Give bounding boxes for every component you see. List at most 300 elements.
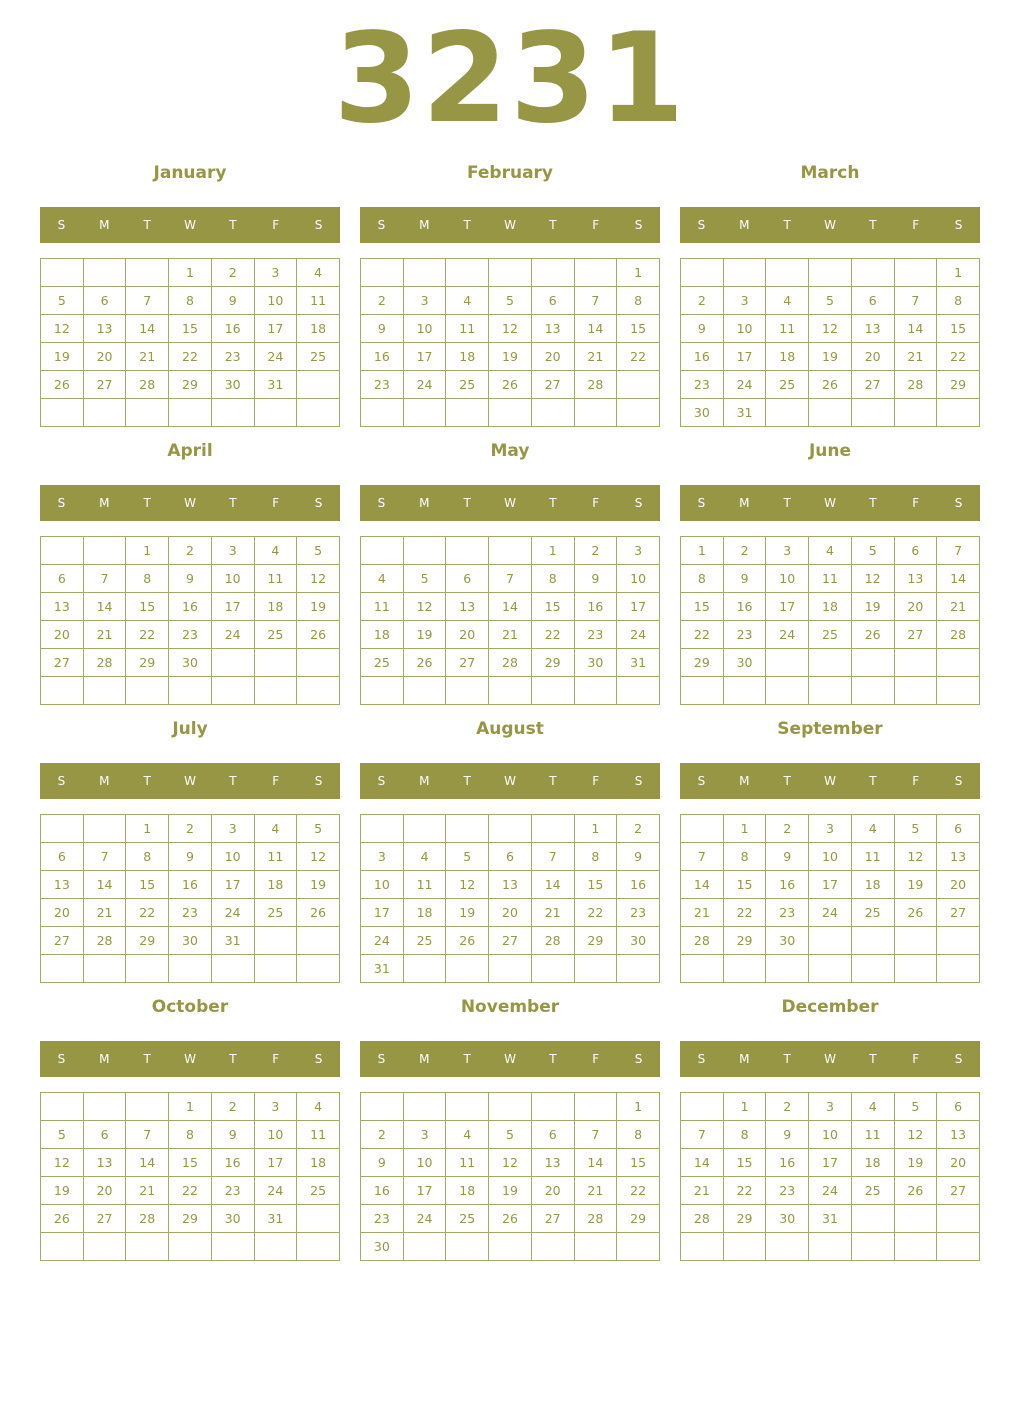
week-row — [41, 259, 340, 287]
day-cell: 2 — [617, 815, 660, 843]
day-cell — [254, 955, 297, 983]
weekday-label: M — [99, 774, 110, 788]
day-cell — [41, 399, 84, 427]
day-cell: 30 — [361, 1233, 404, 1261]
weekday-label: T — [869, 218, 877, 232]
day-cell: 15 — [723, 1149, 766, 1177]
day-cell: 9 — [361, 1149, 404, 1177]
day-cell — [489, 677, 532, 705]
day-cell: 14 — [894, 315, 937, 343]
day-cell: 21 — [126, 1177, 169, 1205]
day-cell: 19 — [297, 593, 340, 621]
day-cell: 4 — [254, 815, 297, 843]
day-cell: 21 — [574, 1177, 617, 1205]
weekday-label: F — [912, 218, 920, 232]
week-row — [681, 1121, 980, 1149]
day-cell: 28 — [531, 927, 574, 955]
day-cell: 23 — [211, 343, 254, 371]
day-cell — [254, 677, 297, 705]
day-cell — [937, 399, 980, 427]
weekday-label: S — [314, 774, 323, 788]
days-table — [40, 258, 340, 427]
day-cell: 16 — [211, 1149, 254, 1177]
day-cell: 10 — [403, 1149, 446, 1177]
day-cell: 26 — [297, 899, 340, 927]
day-cell: 13 — [851, 315, 894, 343]
day-cell — [446, 677, 489, 705]
week-row — [41, 593, 340, 621]
day-cell: 25 — [766, 371, 809, 399]
weekday-header — [360, 763, 660, 799]
day-cell: 18 — [254, 871, 297, 899]
day-cell — [41, 1233, 84, 1261]
day-cell — [937, 1233, 980, 1261]
day-cell: 17 — [403, 343, 446, 371]
day-cell: 18 — [766, 343, 809, 371]
day-cell: 18 — [809, 593, 852, 621]
day-cell: 9 — [169, 565, 212, 593]
day-cell: 15 — [681, 593, 724, 621]
day-cell: 11 — [361, 593, 404, 621]
week-row — [361, 399, 660, 427]
day-cell: 4 — [851, 1093, 894, 1121]
day-cell: 22 — [617, 1177, 660, 1205]
weekday-label: S — [314, 1052, 323, 1066]
day-cell — [574, 259, 617, 287]
day-cell: 10 — [361, 871, 404, 899]
day-cell: 17 — [254, 315, 297, 343]
day-cell: 22 — [126, 621, 169, 649]
week-row — [361, 371, 660, 399]
day-cell: 8 — [169, 1121, 212, 1149]
day-cell: 22 — [574, 899, 617, 927]
weekday-header — [40, 207, 340, 243]
weekday-header — [40, 1041, 340, 1077]
week-row — [681, 315, 980, 343]
weekday-label: T — [463, 1052, 471, 1066]
week-row — [681, 649, 980, 677]
week-row — [361, 1121, 660, 1149]
weekday-label: S — [377, 496, 386, 510]
day-cell: 12 — [297, 565, 340, 593]
day-cell: 19 — [489, 1177, 532, 1205]
day-cell — [446, 1093, 489, 1121]
days-table — [360, 258, 660, 427]
weekday-label: T — [549, 774, 557, 788]
day-cell — [211, 1233, 254, 1261]
month-grid — [40, 152, 980, 1256]
weekday-label: S — [634, 774, 643, 788]
week-row — [361, 1093, 660, 1121]
day-cell: 27 — [937, 1177, 980, 1205]
day-cell: 16 — [361, 343, 404, 371]
day-cell — [681, 1093, 724, 1121]
day-cell — [894, 399, 937, 427]
day-cell: 29 — [723, 927, 766, 955]
day-cell: 9 — [574, 565, 617, 593]
day-cell: 7 — [937, 537, 980, 565]
week-row — [41, 1149, 340, 1177]
day-cell: 15 — [169, 315, 212, 343]
day-cell: 6 — [41, 843, 84, 871]
weekday-label: T — [783, 1052, 791, 1066]
week-row — [41, 1233, 340, 1261]
day-cell: 16 — [766, 1149, 809, 1177]
day-cell — [617, 677, 660, 705]
week-row — [681, 343, 980, 371]
week-row — [681, 1093, 980, 1121]
day-cell: 25 — [851, 1177, 894, 1205]
day-cell — [41, 1093, 84, 1121]
day-cell: 15 — [574, 871, 617, 899]
day-cell: 8 — [617, 1121, 660, 1149]
day-cell: 11 — [851, 843, 894, 871]
day-cell: 8 — [531, 565, 574, 593]
day-cell: 20 — [446, 621, 489, 649]
day-cell: 14 — [126, 315, 169, 343]
month-name: December — [781, 997, 879, 1017]
day-cell — [126, 1093, 169, 1121]
day-cell — [126, 399, 169, 427]
day-cell — [446, 399, 489, 427]
day-cell: 8 — [126, 565, 169, 593]
week-row — [361, 899, 660, 927]
day-cell: 15 — [617, 1149, 660, 1177]
day-cell — [403, 259, 446, 287]
week-row — [41, 843, 340, 871]
day-cell — [723, 259, 766, 287]
day-cell: 14 — [531, 871, 574, 899]
day-cell: 30 — [211, 371, 254, 399]
day-cell — [489, 955, 532, 983]
day-cell — [894, 955, 937, 983]
day-cell: 24 — [809, 899, 852, 927]
day-cell — [617, 1233, 660, 1261]
day-cell: 28 — [489, 649, 532, 677]
weekday-label: T — [549, 1052, 557, 1066]
day-cell: 17 — [211, 871, 254, 899]
day-cell: 25 — [297, 1177, 340, 1205]
day-cell: 5 — [489, 1121, 532, 1149]
day-cell: 7 — [126, 287, 169, 315]
day-cell: 9 — [169, 843, 212, 871]
day-cell: 24 — [403, 1205, 446, 1233]
day-cell: 24 — [766, 621, 809, 649]
day-cell — [83, 1233, 126, 1261]
weekday-label: F — [272, 774, 280, 788]
day-cell: 30 — [723, 649, 766, 677]
day-cell: 11 — [851, 1121, 894, 1149]
weekday-label: S — [377, 218, 386, 232]
weekday-label: S — [697, 1052, 706, 1066]
day-cell: 14 — [126, 1149, 169, 1177]
day-cell: 30 — [766, 1205, 809, 1233]
day-cell: 15 — [169, 1149, 212, 1177]
day-cell: 2 — [361, 1121, 404, 1149]
day-cell: 16 — [723, 593, 766, 621]
weekday-label: F — [912, 1052, 920, 1066]
day-cell: 13 — [446, 593, 489, 621]
weekday-label: W — [824, 774, 836, 788]
day-cell: 20 — [41, 621, 84, 649]
month-calendar-december — [680, 986, 980, 1256]
day-cell: 16 — [211, 315, 254, 343]
day-cell — [83, 537, 126, 565]
day-cell: 12 — [403, 593, 446, 621]
day-cell — [809, 1233, 852, 1261]
day-cell: 3 — [254, 259, 297, 287]
day-cell — [169, 955, 212, 983]
weekday-label: M — [419, 774, 430, 788]
day-cell — [766, 955, 809, 983]
week-row — [681, 621, 980, 649]
day-cell: 20 — [531, 343, 574, 371]
day-cell — [446, 955, 489, 983]
day-cell: 30 — [617, 927, 660, 955]
day-cell: 11 — [297, 1121, 340, 1149]
day-cell: 24 — [254, 1177, 297, 1205]
weekday-header — [360, 207, 660, 243]
day-cell: 5 — [851, 537, 894, 565]
day-cell: 21 — [574, 343, 617, 371]
day-cell: 12 — [894, 1121, 937, 1149]
day-cell: 7 — [83, 843, 126, 871]
day-cell: 14 — [83, 593, 126, 621]
day-cell — [169, 399, 212, 427]
day-cell: 19 — [489, 343, 532, 371]
day-cell: 5 — [403, 565, 446, 593]
day-cell: 11 — [809, 565, 852, 593]
days-table — [40, 536, 340, 705]
day-cell — [894, 259, 937, 287]
day-cell: 28 — [574, 1205, 617, 1233]
weekday-label: T — [549, 218, 557, 232]
weekday-label: T — [549, 496, 557, 510]
weekday-header — [680, 1041, 980, 1077]
day-cell — [361, 677, 404, 705]
weekday-label: W — [824, 1052, 836, 1066]
day-cell — [894, 1233, 937, 1261]
day-cell — [809, 677, 852, 705]
day-cell — [894, 927, 937, 955]
weekday-label: S — [954, 496, 963, 510]
day-cell: 13 — [41, 871, 84, 899]
weekday-label: F — [272, 218, 280, 232]
day-cell: 3 — [723, 287, 766, 315]
day-cell — [489, 1093, 532, 1121]
weekday-label: T — [143, 774, 151, 788]
day-cell: 2 — [681, 287, 724, 315]
day-cell: 17 — [254, 1149, 297, 1177]
weekday-label: W — [184, 774, 196, 788]
weekday-label: M — [419, 1052, 430, 1066]
day-cell: 21 — [937, 593, 980, 621]
weekday-label: S — [697, 496, 706, 510]
day-cell: 14 — [681, 1149, 724, 1177]
weekday-header — [680, 207, 980, 243]
day-cell: 1 — [126, 537, 169, 565]
day-cell: 12 — [809, 315, 852, 343]
day-cell: 27 — [41, 927, 84, 955]
weekday-label: S — [57, 774, 66, 788]
day-cell: 7 — [489, 565, 532, 593]
week-row — [681, 399, 980, 427]
day-cell: 25 — [403, 927, 446, 955]
month-name: August — [476, 719, 544, 739]
day-cell — [894, 1205, 937, 1233]
day-cell: 3 — [617, 537, 660, 565]
day-cell: 23 — [361, 1205, 404, 1233]
day-cell: 9 — [211, 287, 254, 315]
weekday-label: W — [504, 774, 516, 788]
weekday-label: T — [463, 774, 471, 788]
day-cell: 2 — [766, 815, 809, 843]
day-cell: 30 — [211, 1205, 254, 1233]
day-cell — [361, 815, 404, 843]
day-cell — [766, 259, 809, 287]
weekday-label: T — [229, 1052, 237, 1066]
day-cell: 21 — [83, 899, 126, 927]
day-cell: 26 — [297, 621, 340, 649]
day-cell — [809, 649, 852, 677]
day-cell: 1 — [617, 1093, 660, 1121]
day-cell — [361, 1093, 404, 1121]
day-cell: 20 — [83, 1177, 126, 1205]
day-cell: 3 — [809, 815, 852, 843]
day-cell: 22 — [126, 899, 169, 927]
day-cell: 6 — [531, 1121, 574, 1149]
day-cell: 25 — [851, 899, 894, 927]
day-cell — [894, 677, 937, 705]
day-cell: 3 — [766, 537, 809, 565]
week-row — [681, 537, 980, 565]
day-cell — [937, 1205, 980, 1233]
day-cell: 23 — [169, 621, 212, 649]
day-cell: 16 — [574, 593, 617, 621]
weekday-label: T — [229, 774, 237, 788]
day-cell — [297, 1205, 340, 1233]
week-row — [41, 565, 340, 593]
day-cell: 31 — [211, 927, 254, 955]
day-cell: 10 — [254, 287, 297, 315]
day-cell: 11 — [254, 565, 297, 593]
day-cell: 25 — [446, 1205, 489, 1233]
day-cell: 8 — [723, 843, 766, 871]
day-cell: 31 — [617, 649, 660, 677]
day-cell: 28 — [894, 371, 937, 399]
day-cell: 22 — [937, 343, 980, 371]
day-cell: 31 — [723, 399, 766, 427]
day-cell: 30 — [169, 649, 212, 677]
day-cell: 24 — [809, 1177, 852, 1205]
day-cell: 10 — [809, 1121, 852, 1149]
week-row — [41, 315, 340, 343]
day-cell: 29 — [681, 649, 724, 677]
year-title: 3231 — [333, 7, 687, 151]
day-cell: 25 — [446, 371, 489, 399]
day-cell: 23 — [169, 899, 212, 927]
day-cell: 3 — [211, 537, 254, 565]
week-row — [41, 1093, 340, 1121]
weekday-header — [360, 1041, 660, 1077]
day-cell — [681, 677, 724, 705]
day-cell: 12 — [489, 1149, 532, 1177]
day-cell: 28 — [83, 649, 126, 677]
week-row — [681, 815, 980, 843]
day-cell — [297, 927, 340, 955]
days-table — [680, 814, 980, 983]
day-cell: 4 — [403, 843, 446, 871]
day-cell: 3 — [254, 1093, 297, 1121]
day-cell — [297, 677, 340, 705]
weekday-label: M — [419, 496, 430, 510]
day-cell: 6 — [937, 1093, 980, 1121]
weekday-label: T — [463, 218, 471, 232]
day-cell: 1 — [169, 259, 212, 287]
week-row — [681, 1205, 980, 1233]
day-cell: 30 — [766, 927, 809, 955]
day-cell: 19 — [851, 593, 894, 621]
day-cell — [254, 1233, 297, 1261]
day-cell — [83, 259, 126, 287]
day-cell: 9 — [723, 565, 766, 593]
day-cell — [361, 259, 404, 287]
day-cell: 1 — [531, 537, 574, 565]
day-cell: 16 — [361, 1177, 404, 1205]
day-cell — [851, 1233, 894, 1261]
weekday-label: W — [184, 496, 196, 510]
week-row — [361, 565, 660, 593]
day-cell — [574, 399, 617, 427]
day-cell: 12 — [41, 315, 84, 343]
month-name: October — [151, 997, 229, 1017]
day-cell: 30 — [681, 399, 724, 427]
weekday-label: W — [504, 218, 516, 232]
day-cell: 9 — [617, 843, 660, 871]
weekday-label: T — [229, 218, 237, 232]
day-cell: 23 — [617, 899, 660, 927]
day-cell: 12 — [446, 871, 489, 899]
day-cell: 5 — [41, 287, 84, 315]
week-row — [681, 1233, 980, 1261]
day-cell: 19 — [894, 1149, 937, 1177]
day-cell: 28 — [126, 371, 169, 399]
weekday-label: T — [869, 774, 877, 788]
day-cell — [681, 259, 724, 287]
day-cell: 13 — [83, 1149, 126, 1177]
day-cell: 25 — [254, 899, 297, 927]
week-row — [361, 955, 660, 983]
day-cell: 23 — [766, 1177, 809, 1205]
day-cell: 21 — [126, 343, 169, 371]
day-cell: 27 — [851, 371, 894, 399]
day-cell: 31 — [809, 1205, 852, 1233]
day-cell — [254, 399, 297, 427]
day-cell — [126, 955, 169, 983]
day-cell — [403, 537, 446, 565]
day-cell: 26 — [851, 621, 894, 649]
day-cell: 29 — [574, 927, 617, 955]
day-cell: 7 — [574, 1121, 617, 1149]
day-cell: 2 — [574, 537, 617, 565]
day-cell: 13 — [894, 565, 937, 593]
day-cell: 29 — [126, 649, 169, 677]
day-cell: 26 — [809, 371, 852, 399]
week-row — [41, 287, 340, 315]
weekday-label: T — [783, 218, 791, 232]
day-cell: 14 — [937, 565, 980, 593]
day-cell: 27 — [937, 899, 980, 927]
